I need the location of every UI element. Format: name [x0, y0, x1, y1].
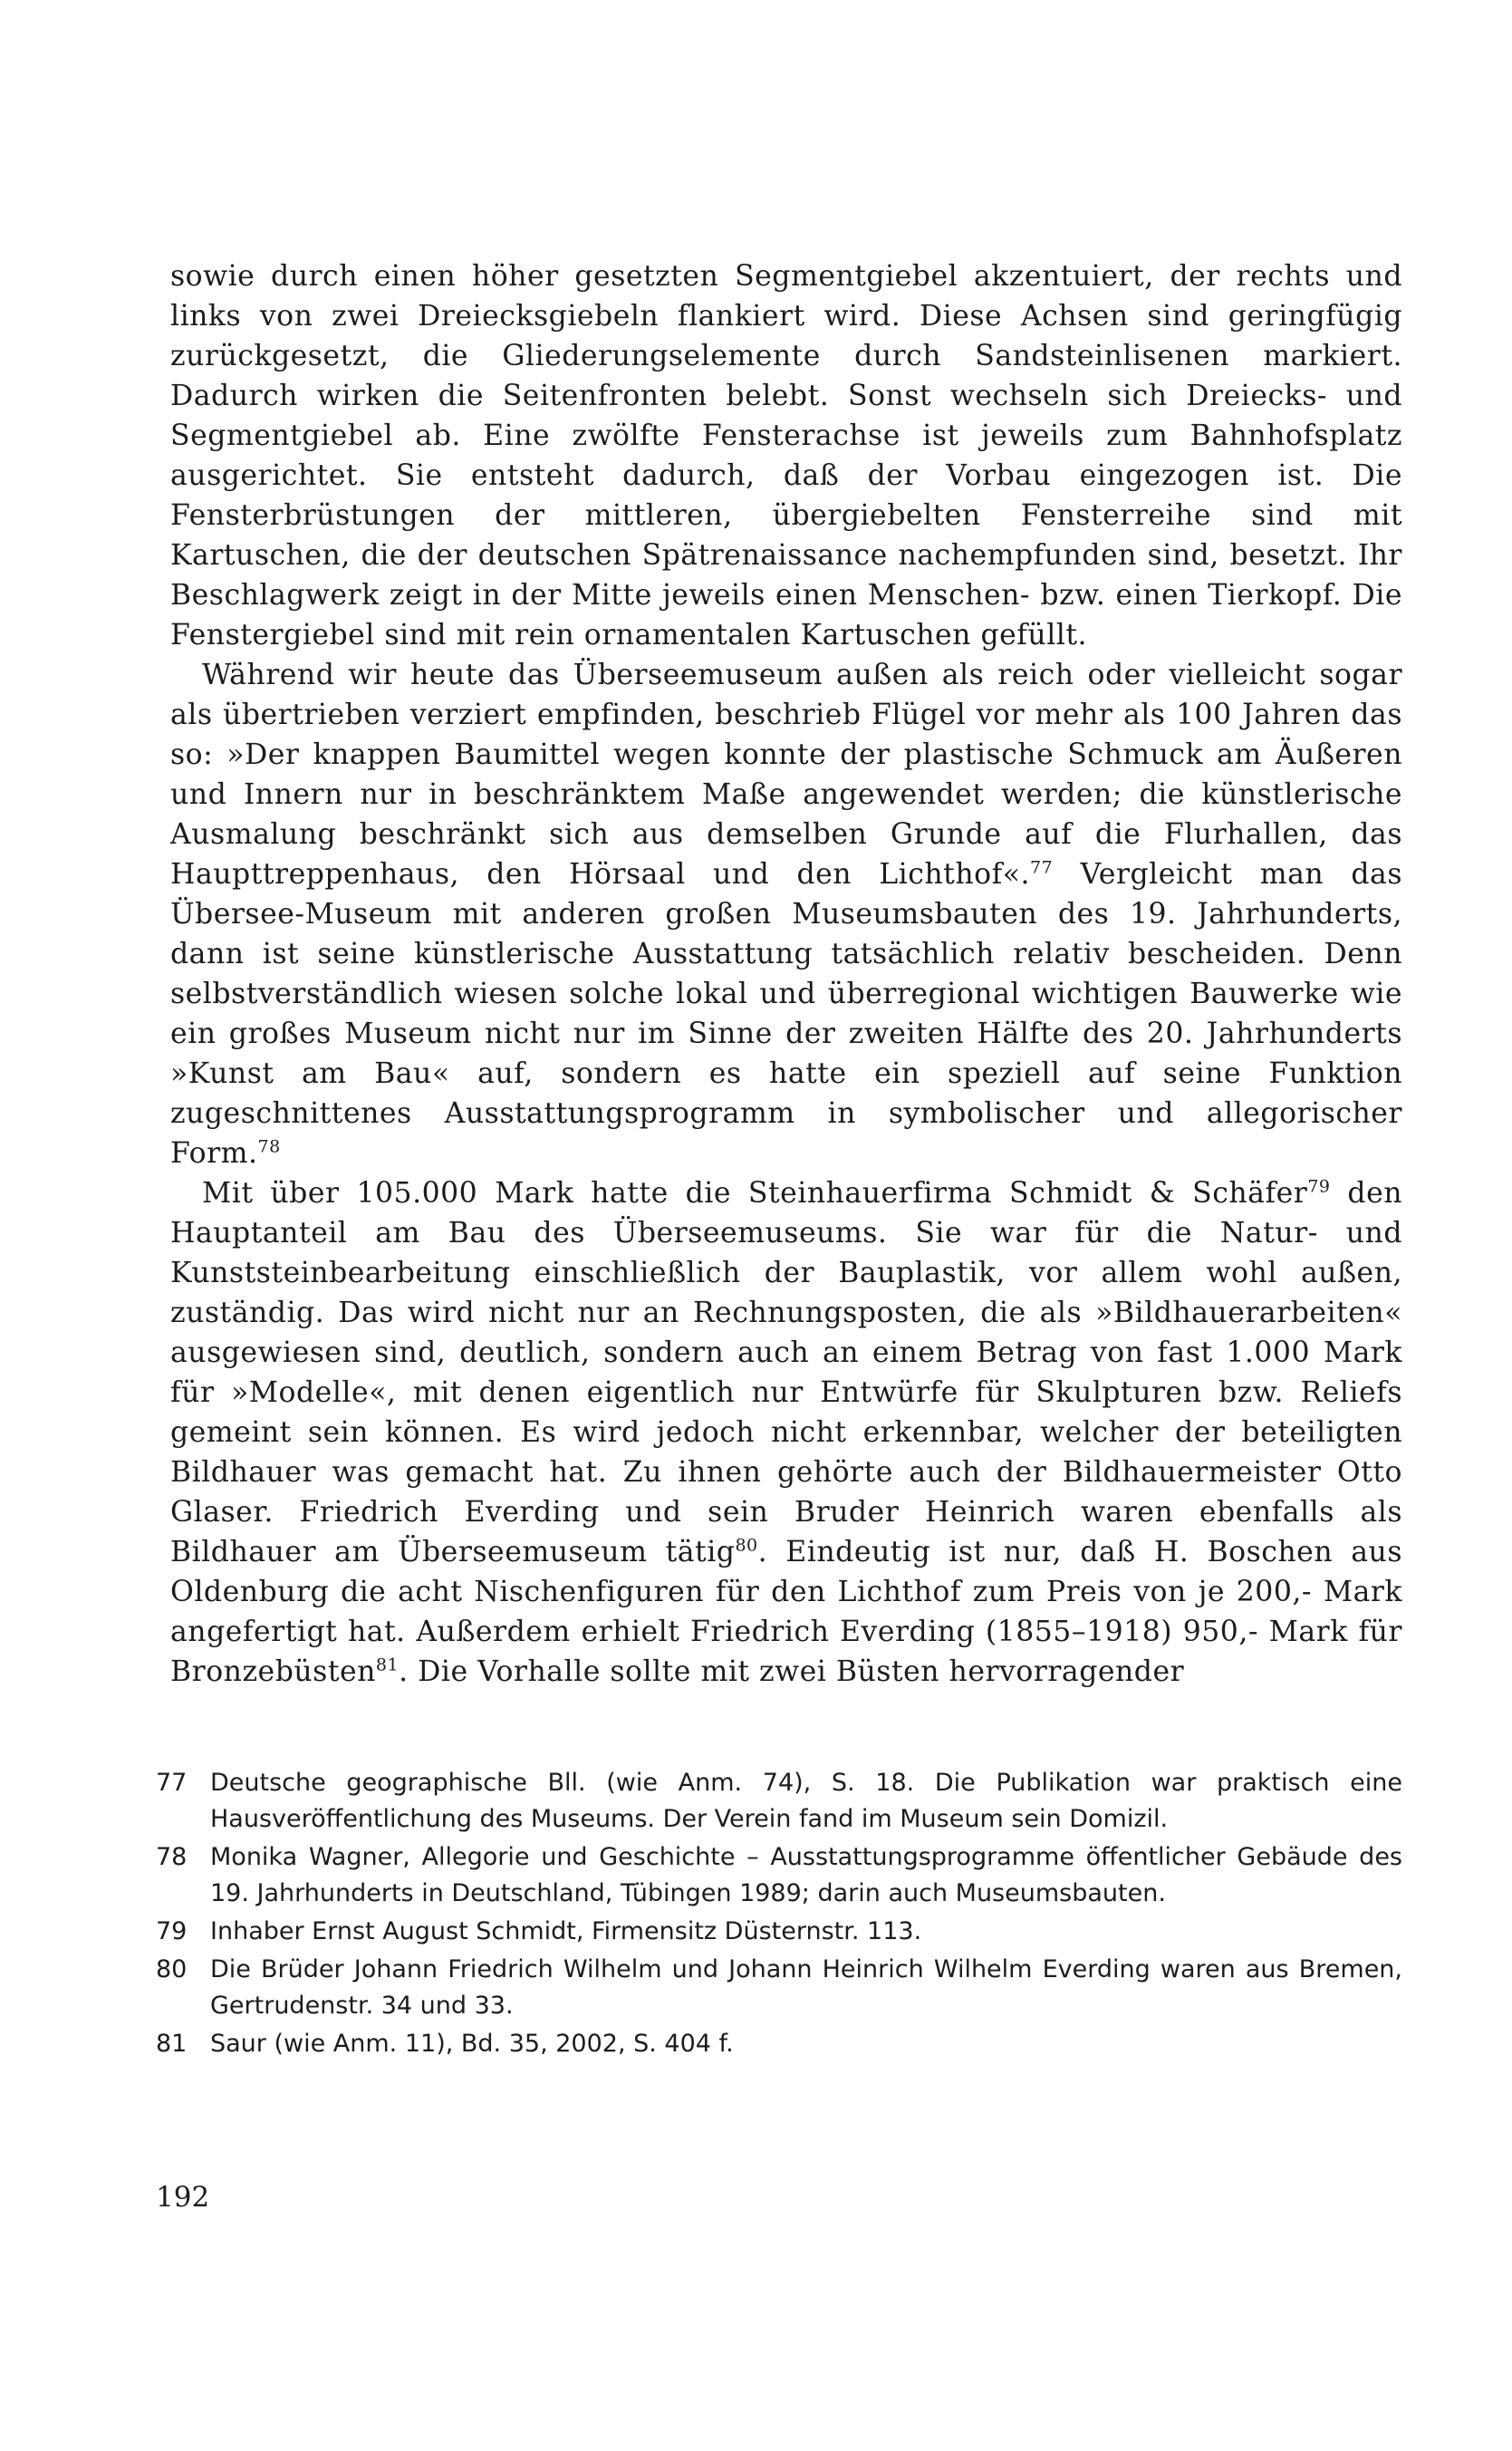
- paragraph-1-text: sowie durch einen höher gesetzten Segmentgiebel akzentuiert, der rechts und links von zwei Dreiecksgiebeln flankiert wird. Diese Achsen sind geringfügig zurückgesetzt, die Gliederungselemente durch Sandsteinlisenen markiert. Dadurch wirken die Seitenfronten belebt. Sonst wechseln sich Dreiecks- und Segmentgiebel ab. Eine zwölfte Fensterachse ist jeweils zum Bahnhofsplatz ausgerichtet. Sie entsteht dadurch, daß der Vorbau eingezogen ist. Die Fensterbrüstungen der mittleren, übergiebelten Fensterreihe sind mit Kartuschen, die der deutschen Spätrenaissance nachempfunden sind, besetzt. Ihr Beschlagwerk zeigt in der Mitte jeweils einen Menschen- bzw. einen Tierkopf. Die Fenstergiebel sind mit rein ornamentalen Kartuschen gefüllt.: [170, 260, 1402, 651]
- body-text: [170, 256, 1402, 1692]
- paragraph-3: [170, 1173, 1402, 1692]
- footnote-text: Saur (wie Anm. 11), Bd. 35, 2002, S. 404 f.: [210, 2030, 734, 2058]
- footnote-number: 78: [156, 1843, 188, 1871]
- footnote-ref-78: 78: [257, 1136, 281, 1157]
- footnote-79: [156, 1914, 1402, 1950]
- footnote-text: Deutsche geographische Bll. (wie Anm. 74), S. 18. Die Publikation war praktisch eine Hausveröffentlichung des Museums. Der Verein fand im Museum sein Domizil.: [210, 1769, 1402, 1833]
- footnote-77: [156, 1765, 1402, 1838]
- paragraph-3-text-b: den Hauptanteil am Bau des Überseemuseums. Sie war für die Natur- und Kunststeinbearbeitung einschließlich der Bauplastik, vor allem wohl außen, zuständig. Das wird nicht nur an Rechnungsposten, die als »Bildhauerarbeiten« ausgewiesen sind, deutlich, sondern auch an einem Betrag von fast 1.000 Mark für »Modelle«, mit denen eigentlich nur Entwürfe für Skulpturen bzw. Reliefs gemeint sein können. Es wird jedoch nicht erkennbar, welcher der beteiligten Bildhauer was gemacht hat. Zu ihnen gehörte auch der Bildhauermeister Otto Glaser. Friedrich Everding und sein Bruder Heinrich waren ebenfalls als Bildhauer am Überseemuseum tätig: [170, 1177, 1402, 1568]
- footnote-ref-80: 80: [735, 1535, 758, 1556]
- footnote-text: Inhaber Ernst August Schmidt, Firmensitz Düsternstr. 113.: [210, 1917, 922, 1945]
- paragraph-3-text-d: . Die Vorhalle sollte mit zwei Büsten hervorragender: [399, 1655, 1185, 1688]
- footnote-ref-79: 79: [1307, 1176, 1331, 1197]
- paragraph-3-text-a: Mit über 105.000 Mark hatte die Steinhauerfirma Schmidt & Schäfer: [202, 1177, 1308, 1210]
- footnote-78: [156, 1839, 1402, 1912]
- footnotes: [156, 1765, 1402, 2064]
- footnote-ref-81: 81: [375, 1655, 400, 1675]
- footnote-81: [156, 2026, 1402, 2062]
- paragraph-2: [170, 655, 1402, 1173]
- footnote-text: Die Brüder Johann Friedrich Wilhelm und Johann Heinrich Wilhelm Everding waren aus Bremen, Gertrudenstr. 34 und 33.: [210, 1955, 1402, 2020]
- footnote-number: 79: [156, 1917, 188, 1945]
- paragraph-1: [170, 256, 1402, 655]
- footnote-number: 77: [156, 1769, 188, 1797]
- footnote-number: 80: [156, 1955, 188, 1983]
- footnote-text: Monika Wagner, Allegorie und Geschichte – Ausstattungsprogramme öffentlicher Gebäude des 19. Jahrhunderts in Deutschland, Tübingen 1989; darin auch Museumsbauten.: [210, 1843, 1402, 1907]
- page-number: 192: [156, 2181, 210, 2214]
- footnote-80: [156, 1952, 1402, 2024]
- footnote-ref-77: 77: [1030, 857, 1054, 878]
- paragraph-2-text-a: Während wir heute das Überseemuseum außen als reich oder vielleicht sogar als übertrieben verziert empfinden, beschrieb Flügel vor mehr als 100 Jahren das so: »Der knappen Baumittel wegen konnte der plastische Schmuck am Äußeren und Innern nur in beschränktem Maße angewendet werden; die künstlerische Ausmalung beschränkt sich aus demselben Grunde auf die Flurhallen, das Haupttreppenhaus, den Hörsaal und den Lichthof«.: [170, 659, 1402, 891]
- footnote-number: 81: [156, 2030, 188, 2058]
- paragraph-2-text-b: Vergleicht man das Übersee-Museum mit anderen großen Museumsbauten des 19. Jahrhunderts, dann ist seine künstlerische Ausstattung tatsächlich relativ bescheiden. Denn selbstverständlich wiesen solche lokal und überregional wichtigen Bauwerke wie ein großes Museum nicht nur im Sinne der zweiten Hälfte des 20. Jahrhunderts »Kunst am Bau« auf, sondern es hatte ein speziell auf seine Funktion zugeschnittenes Ausstattungsprogramm in symbolischer und allegorischer Form.: [170, 858, 1402, 1170]
- paragraph-3-text-c: . Eindeutig ist nur, daß H. Boschen aus Oldenburg die acht Nischenfiguren für den Lichthof zum Preis von je 200,- Mark angefertigt hat. Außerdem erhielt Friedrich Everding (1855–1918) 950,- Mark für Bronzebüsten: [170, 1536, 1402, 1688]
